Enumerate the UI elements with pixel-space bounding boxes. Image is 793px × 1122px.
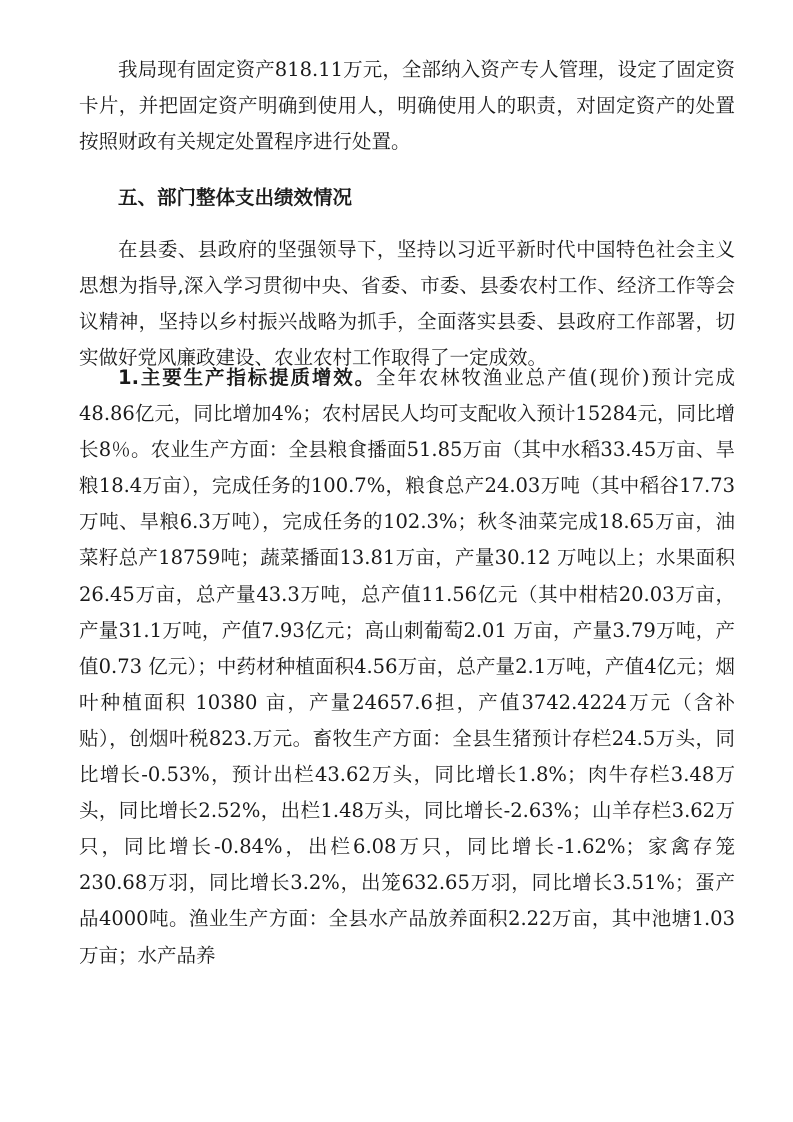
paragraph-body: 全年农林牧渔业总产值(现价)预计完成48.86亿元，同比增加4%；农村居民人均可支配收入预计15284元，同比增长8％。农业生产方面：全县粮食播面51.85万亩（其中水稻33.45万亩、旱粮18.4万亩），完成任务的100.7%，粮食总产24.03万吨（其中稻谷17.73万吨、旱粮6.3万吨），完成任务的102.3%；秋冬油菜完成18.65万亩，油菜籽总产18759吨；蔬菜播面13.81万亩，产量30.12 万吨以上；水果面积26.45万亩，总产量43.3万吨，总产值11.56亿元（其中柑桔20.03万亩，产量31.1万吨，产值7.93亿元；高山刺葡萄2.01 万亩，产量3.79万吨，产值0.73 亿元）；中药材种植面积4.56万亩，总产量2.1万吨，产值4亿元；烟叶种植面积 10380 亩，产量24657.6担，产值3742.4224万元（含补贴），创烟叶税823.万元。畜牧生产方面：全县生猪预计存栏24.5万头，同比增长-0.53%，预计出栏43.62万头，同比增长1.8%；肉牛存栏3.48万头，同比增长2.52%，出栏1.48万头，同比增长-2.63%；山羊存栏3.62万只，同比增长-0.84%，出栏6.08万只，同比增长-1.62%；家禽存笼230.68万羽，同比增长3.2%，出笼632.65万羽，同比增长3.51%；蛋产品4000吨。渔业生产方面：全县水产品放养面积2.22万亩，其中池塘1.03万亩；水产品养 [79,366,735,967]
section-heading: 五、部门整体支出绩效情况 [118,186,353,209]
production-indicators-paragraph [79,360,735,974]
paragraph-lead-title: 1.主要生产指标提质增效。 [118,366,376,389]
paragraph-text: 我局现有固定资产818.11万元，全部纳入资产专人管理，设定了固定资卡片，并把固定资产明确到使用人，明确使用人的职责，对固定资产的处置按照财政有关规定处置程序进行处置。 [79,58,735,154]
paragraph-text: 在县委、县政府的坚强领导下，坚持以习近平新时代中国特色社会主义思想为指导,深入学习贯彻中央、省委、市委、县委农村工作、经济工作等会议精神，坚持以乡村振兴战略为抓手，全面落实县委、县政府工作部署，切实做好党风廉政建设、农业农村工作取得了一定成效。 [79,238,735,370]
fixed-assets-paragraph [79,52,735,160]
paragraph-text [79,360,735,974]
overall-performance-paragraph [79,232,735,376]
